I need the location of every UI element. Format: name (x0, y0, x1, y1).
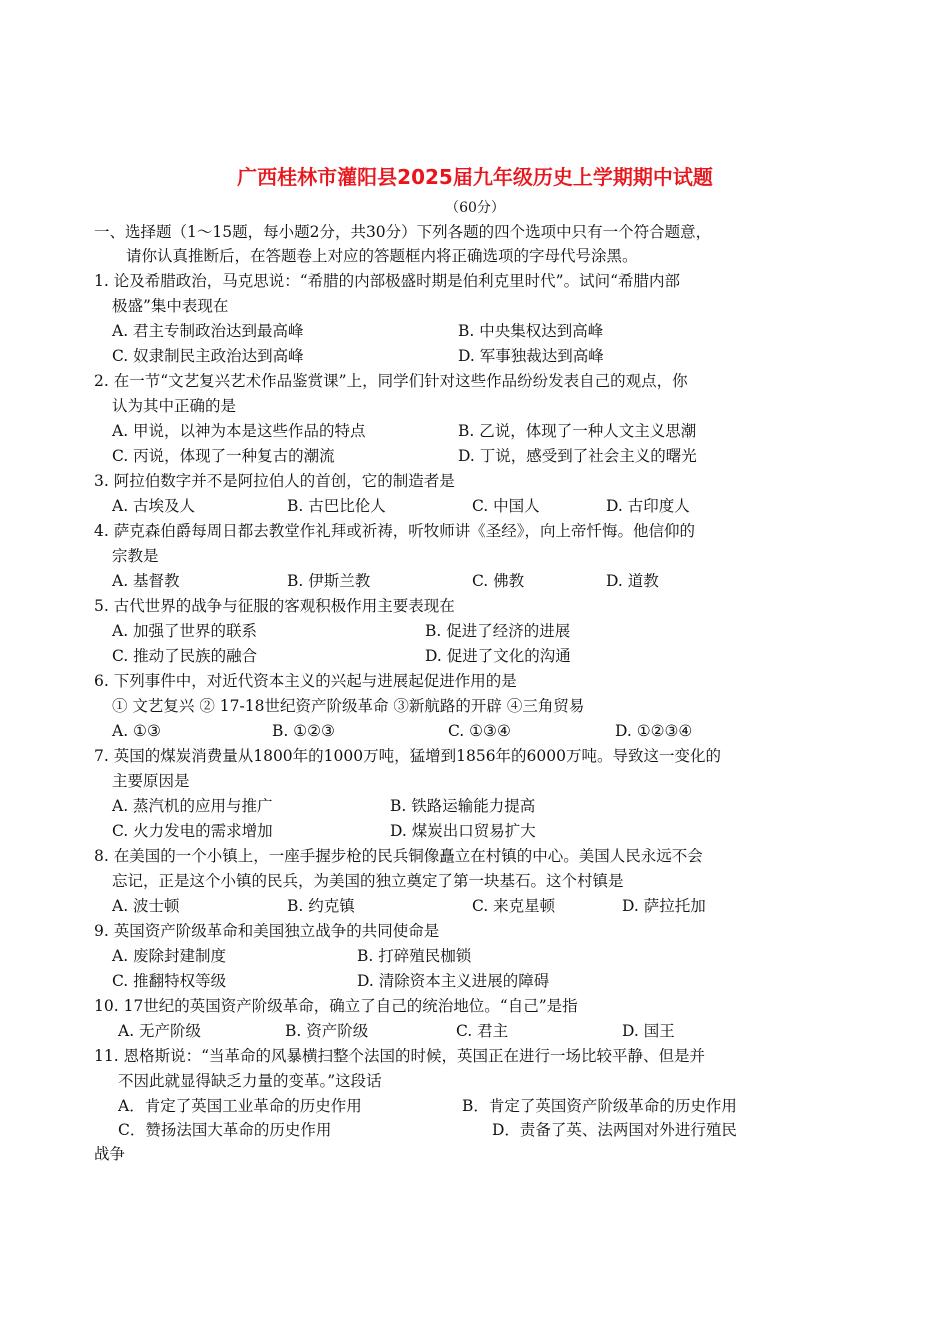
page-title: 广西桂林市灌阳县2025届九年级历史上学期期中试题 (237, 165, 713, 189)
question-6-option-b: B. ①②③ (272, 722, 335, 740)
question-7-option-d: D. 煤炭出口贸易扩大 (390, 822, 536, 840)
question-6-items: ① 文艺复兴 ② 17-18世纪资产阶级革命 ③新航路的开辟 ④三角贸易 (112, 697, 585, 715)
question-2-option-a: A. 甲说，以神为本是这些作品的特点 (112, 422, 366, 440)
question-3-stem: 3. 阿拉伯数字并不是阿拉伯人的首创，它的制造者是 (94, 472, 455, 490)
question-6-option-d: D. ①②③④ (615, 722, 693, 740)
question-5-option-a: A. 加强了世界的联系 (112, 622, 258, 640)
question-11-option-c: C．赞扬法国大革命的历史作用 (118, 1121, 332, 1139)
question-11-stem-cont: 不因此就显得缺乏力量的变革。”这段话 (118, 1072, 382, 1090)
question-3-option-a: A. 古埃及人 (112, 497, 196, 515)
question-4-option-a: A. 基督教 (112, 572, 180, 590)
question-10-option-b: B. 资产阶级 (285, 1022, 369, 1040)
question-1-option-a: A. 君主专制政治达到最高峰 (112, 322, 304, 340)
question-1-option-c: C. 奴隶制民主政治达到高峰 (112, 347, 304, 365)
total-score: （60分） (445, 200, 505, 216)
question-11-stem: 11. 恩格斯说：“当革命的风暴横扫整个法国的时候，英国正在进行一场比较平静、但是并 (94, 1047, 706, 1065)
question-5-stem: 5. 古代世界的战争与征服的客观积极作用主要表现在 (94, 597, 455, 615)
question-6-stem: 6. 下列事件中，对近代资本主义的兴起与进展起促进作用的是 (94, 672, 517, 690)
question-3-option-c: C. 中国人 (472, 497, 540, 515)
question-7-option-b: B. 铁路运输能力提高 (390, 797, 536, 815)
question-11-option-d-wrap: 战争 (94, 1145, 126, 1163)
question-6-option-a: A. ①③ (112, 722, 161, 740)
question-8-stem-cont: 忘记，正是这个小镇的民兵，为美国的独立奠定了第一块基石。这个村镇是 (112, 872, 624, 890)
question-7-stem-cont: 主要原因是 (112, 772, 190, 790)
question-10-option-a: A. 无产阶级 (118, 1022, 202, 1040)
question-8-option-a: A. 波士顿 (112, 897, 180, 915)
question-1-stem-cont: 极盛”集中表现在 (112, 297, 229, 315)
question-9-option-b: B. 打碎殖民枷锁 (357, 947, 472, 965)
question-3-option-b: B. 古巴比伦人 (287, 497, 386, 515)
question-2-option-c: C. 丙说，体现了一种复古的潮流 (112, 447, 335, 465)
question-9-option-a: A. 废除封建制度 (112, 947, 227, 965)
question-1-stem: 1. 论及希腊政治，马克思说：“希腊的内部极盛时期是伯利克里时代”。试问“希腊内部 (94, 272, 680, 290)
question-10-option-d: D. 国王 (622, 1022, 675, 1040)
question-11-option-a: A．肯定了英国工业革命的历史作用 (118, 1097, 362, 1115)
question-5-option-b: B. 促进了经济的进展 (425, 622, 571, 640)
question-7-stem: 7. 英国的煤炭消费量从1800年的1000万吨，猛增到1856年的6000万吨。导致这一变化的 (94, 747, 722, 765)
question-8-option-b: B. 约克镇 (287, 897, 355, 915)
question-10-option-c: C. 君主 (456, 1022, 509, 1040)
question-10-stem: 10. 17世纪的英国资产阶级革命，确立了自己的统治地位。“自己”是指 (94, 997, 578, 1015)
question-6-option-c: C. ①③④ (448, 722, 511, 740)
question-11-option-b: B．肯定了英国资产阶级革命的历史作用 (462, 1097, 737, 1115)
question-2-option-d: D. 丁说，感受到了社会主义的曙光 (458, 447, 697, 465)
section-instruction-line-2: 请你认真推断后，在答题卷上对应的答题框内将正确选项的字母代号涂黑。 (126, 247, 638, 265)
question-8-stem: 8. 在美国的一个小镇上，一座手握步枪的民兵铜像矗立在村镇的中心。美国人民永远不会 (94, 847, 703, 865)
question-4-option-d: D. 道教 (606, 572, 659, 590)
question-1-option-b: B. 中央集权达到高峰 (458, 322, 604, 340)
question-2-stem-cont: 认为其中正确的是 (112, 397, 237, 415)
question-5-option-d: D. 促进了文化的沟通 (425, 647, 571, 665)
question-8-option-d: D. 萨拉托加 (622, 897, 706, 915)
question-11-option-d: D．责备了英、法两国对外进行殖民 (492, 1121, 737, 1139)
section-instruction-line-1: 一、选择题（1～15题，每小题2分，共30分）下列各题的四个选项中只有一个符合题意， (94, 223, 712, 241)
question-1-option-d: D. 军事独裁达到高峰 (458, 347, 604, 365)
question-2-stem: 2. 在一节“文艺复兴艺术作品鉴赏课”上，同学们针对这些作品纷纷发表自己的观点，你 (94, 372, 688, 390)
question-7-option-a: A. 蒸汽机的应用与推广 (112, 797, 273, 815)
question-9-option-c: C. 推翻特权等级 (112, 972, 227, 990)
question-9-stem: 9. 英国资产阶级革命和美国独立战争的共同使命是 (94, 922, 440, 940)
question-4-stem-cont: 宗教是 (112, 547, 159, 565)
question-8-option-c: C. 来克星顿 (472, 897, 556, 915)
question-4-stem: 4. 萨克森伯爵每周日都去教堂作礼拜或祈祷，听牧师讲《圣经》，向上帝忏悔。他信仰的 (94, 522, 695, 540)
question-2-option-b: B. 乙说，体现了一种人文主义思潮 (458, 422, 697, 440)
question-3-option-d: D. 古印度人 (606, 497, 690, 515)
question-5-option-c: C. 推动了民族的融合 (112, 647, 258, 665)
question-9-option-d: D. 清除资本主义进展的障碍 (357, 972, 550, 990)
question-4-option-c: C. 佛教 (472, 572, 525, 590)
question-7-option-c: C. 火力发电的需求增加 (112, 822, 273, 840)
question-4-option-b: B. 伊斯兰教 (287, 572, 371, 590)
